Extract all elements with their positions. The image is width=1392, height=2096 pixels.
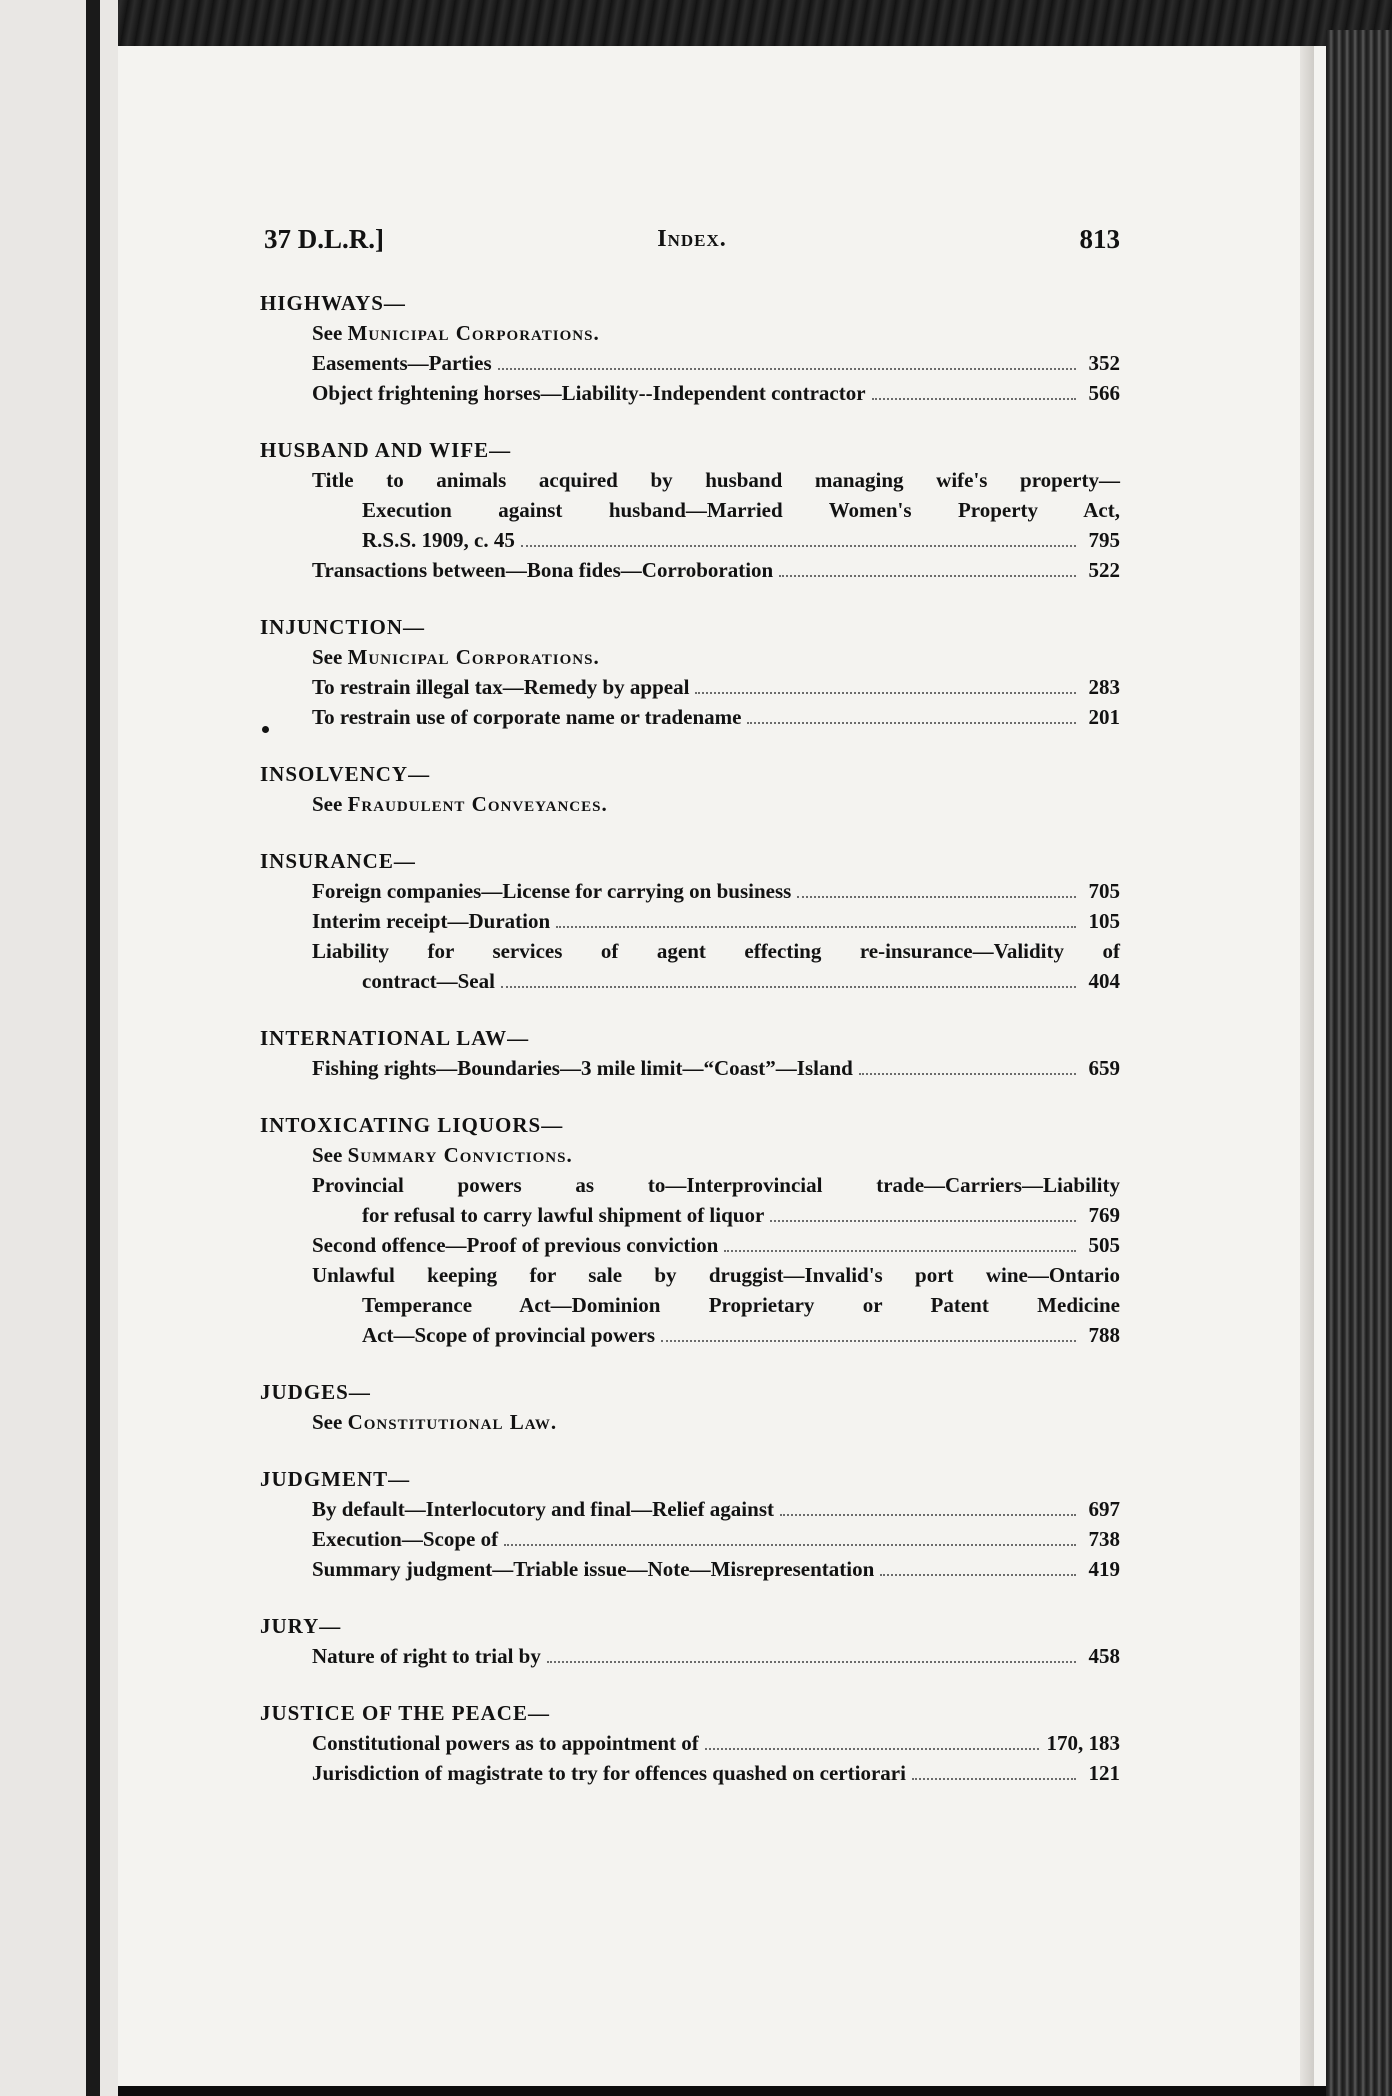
section-heading: INSURANCE— xyxy=(260,849,416,873)
section-heading: JUDGES— xyxy=(260,1380,371,1404)
entry-text: Summary judgment—Triable issue—Note—Misrepresentation xyxy=(312,1557,875,1581)
entry-page: 738 xyxy=(1088,1527,1120,1551)
section-heading: HIGHWAYS— xyxy=(260,291,406,315)
leader-dots xyxy=(695,691,1076,694)
section-heading: INJUNCTION— xyxy=(260,615,426,639)
see-target: Constitutional Law. xyxy=(347,1410,558,1434)
entry-page: 659 xyxy=(1088,1056,1120,1080)
see-target: Summary Convictions. xyxy=(347,1143,573,1167)
see-target: Municipal Corporations. xyxy=(347,321,600,345)
entry-text: Transactions between—Bona fides—Corroboration xyxy=(312,558,774,582)
section-heading: INSOLVENCY— xyxy=(260,762,431,786)
leader-dots xyxy=(872,397,1076,400)
cross-reference xyxy=(260,642,1120,672)
index-section xyxy=(260,435,1120,585)
leader-dots xyxy=(747,721,1076,724)
section-heading: HUSBAND AND WIFE— xyxy=(260,438,512,462)
index-entry xyxy=(260,1200,1120,1230)
index-section xyxy=(260,612,1120,732)
index-body xyxy=(260,288,1120,1815)
index-section xyxy=(260,1611,1120,1671)
entry-text-line: Liability for services of agent effecting re-insurance—Validity of xyxy=(312,939,1120,963)
leader-dots xyxy=(498,367,1076,370)
index-entry xyxy=(260,1758,1120,1788)
entry-page: 769 xyxy=(1088,1203,1120,1227)
section-heading: JUSTICE OF THE PEACE— xyxy=(260,1701,550,1725)
entry-text-line: Temperance Act—Dominion Proprietary or Patent Medicine xyxy=(362,1293,1120,1317)
index-section xyxy=(260,1377,1120,1437)
index-entry xyxy=(260,1524,1120,1554)
entry-text: Foreign companies—License for carrying on business xyxy=(312,879,792,903)
entry-text: for refusal to carry lawful shipment of liquor xyxy=(362,1203,765,1227)
see-label: See xyxy=(312,1410,343,1434)
entry-text: To restrain illegal tax—Remedy by appeal xyxy=(312,675,690,699)
leader-dots xyxy=(912,1777,1076,1780)
entry-text: Fishing rights—Boundaries—3 mile limit—“Coast”—Island xyxy=(312,1056,853,1080)
entry-text: Constitutional powers as to appointment of xyxy=(312,1731,699,1755)
entry-page: 201 xyxy=(1088,705,1120,729)
entry-page: 566 xyxy=(1088,381,1120,405)
entry-text-line: Title to animals acquired by husband managing wife's property— xyxy=(312,468,1120,492)
see-label: See xyxy=(312,1143,343,1167)
page-number: 813 xyxy=(1079,224,1120,254)
leader-dots xyxy=(797,895,1076,898)
index-entry xyxy=(260,1728,1120,1758)
entry-page: 105 xyxy=(1088,909,1120,933)
section-heading: INTOXICATING LIQUORS— xyxy=(260,1113,564,1137)
see-label: See xyxy=(312,645,343,669)
section-heading: INTERNATIONAL LAW— xyxy=(260,1026,530,1050)
leader-dots xyxy=(556,925,1076,928)
entry-text: Jurisdiction of magistrate to try for offences quashed on certiorari xyxy=(312,1761,906,1785)
entry-text: Easements—Parties xyxy=(312,351,492,375)
entry-page: 283 xyxy=(1088,675,1120,699)
entry-text: Object frightening horses—Liability--Independent contractor xyxy=(312,381,866,405)
entry-page: 505 xyxy=(1088,1233,1120,1257)
see-target: Municipal Corporations. xyxy=(347,645,600,669)
entry-page: 170, 183 xyxy=(1046,1731,1120,1755)
entry-page: 121 xyxy=(1088,1761,1120,1785)
entry-page: 522 xyxy=(1088,558,1120,582)
index-entry xyxy=(260,702,1120,732)
entry-text: Interim receipt—Duration xyxy=(312,909,551,933)
index-section xyxy=(260,759,1120,819)
index-section xyxy=(260,1110,1120,1350)
index-entry xyxy=(260,1554,1120,1584)
scan-top-edge xyxy=(0,0,1392,52)
entry-text: To restrain use of corporate name or tradename xyxy=(312,705,742,729)
book-gutter xyxy=(86,0,100,2096)
leader-dots xyxy=(770,1219,1076,1222)
entry-page: 419 xyxy=(1088,1557,1120,1581)
entry-page: 795 xyxy=(1088,528,1120,552)
index-entry xyxy=(260,525,1120,555)
entry-page: 404 xyxy=(1088,969,1120,993)
entry-text-line: Execution against husband—Married Women's Property Act, xyxy=(362,498,1120,522)
index-section xyxy=(260,1464,1120,1584)
entry-text-line: Unlawful keeping for sale by druggist—Invalid's port wine—Ontario xyxy=(312,1263,1120,1287)
see-label: See xyxy=(312,792,343,816)
page-stack-edge xyxy=(1326,30,1392,2096)
volume-label: 37 D.L.R.] xyxy=(264,224,384,254)
page-shadow xyxy=(1300,46,1314,2086)
leader-dots xyxy=(547,1660,1076,1663)
leader-dots xyxy=(501,985,1076,988)
index-entry xyxy=(260,1053,1120,1083)
facing-page-edge xyxy=(0,0,118,2096)
section-heading: JURY— xyxy=(260,1614,342,1638)
page-title: Index. xyxy=(657,226,727,252)
index-entry xyxy=(260,1494,1120,1524)
leader-dots xyxy=(521,544,1076,547)
index-entry xyxy=(260,555,1120,585)
entry-text: Second offence—Proof of previous conviction xyxy=(312,1233,719,1257)
cross-reference xyxy=(260,1140,1120,1170)
index-section xyxy=(260,1023,1120,1083)
leader-dots xyxy=(661,1339,1076,1342)
index-entry xyxy=(260,876,1120,906)
entry-page: 352 xyxy=(1088,351,1120,375)
see-target: Fraudulent Conveyances. xyxy=(347,792,608,816)
entry-page: 788 xyxy=(1088,1323,1120,1347)
entry-page: 458 xyxy=(1088,1644,1120,1668)
entry-text: R.S.S. 1909, c. 45 xyxy=(362,528,515,552)
entry-text-line: Provincial powers as to—Interprovincial trade—Carriers—Liability xyxy=(312,1173,1120,1197)
leader-dots xyxy=(724,1249,1076,1252)
index-section xyxy=(260,1698,1120,1788)
entry-text: Nature of right to trial by xyxy=(312,1644,541,1668)
leader-dots xyxy=(779,574,1076,577)
index-section xyxy=(260,846,1120,996)
see-label: See xyxy=(312,321,343,345)
entry-page: 697 xyxy=(1088,1497,1120,1521)
index-entry xyxy=(260,1320,1120,1350)
cross-reference xyxy=(260,1407,1120,1437)
leader-dots xyxy=(859,1072,1076,1075)
index-entry xyxy=(260,966,1120,996)
section-heading: JUDGMENT— xyxy=(260,1467,411,1491)
index-entry xyxy=(260,906,1120,936)
index-entry xyxy=(260,1230,1120,1260)
entry-page: 705 xyxy=(1088,879,1120,903)
entry-text: Execution—Scope of xyxy=(312,1527,499,1551)
entry-text: Act—Scope of provincial powers xyxy=(362,1323,656,1347)
index-entry xyxy=(260,672,1120,702)
cross-reference xyxy=(260,318,1120,348)
leader-dots xyxy=(880,1573,1076,1576)
leader-dots xyxy=(504,1543,1076,1546)
leader-dots xyxy=(705,1747,1039,1750)
index-entry xyxy=(260,348,1120,378)
entry-text: contract—Seal xyxy=(362,969,495,993)
index-section xyxy=(260,288,1120,408)
running-header xyxy=(264,224,1120,260)
index-entry xyxy=(260,1641,1120,1671)
entry-text: By default—Interlocutory and final—Relief against xyxy=(312,1497,774,1521)
cross-reference xyxy=(260,789,1120,819)
leader-dots xyxy=(780,1513,1076,1516)
index-entry xyxy=(260,378,1120,408)
